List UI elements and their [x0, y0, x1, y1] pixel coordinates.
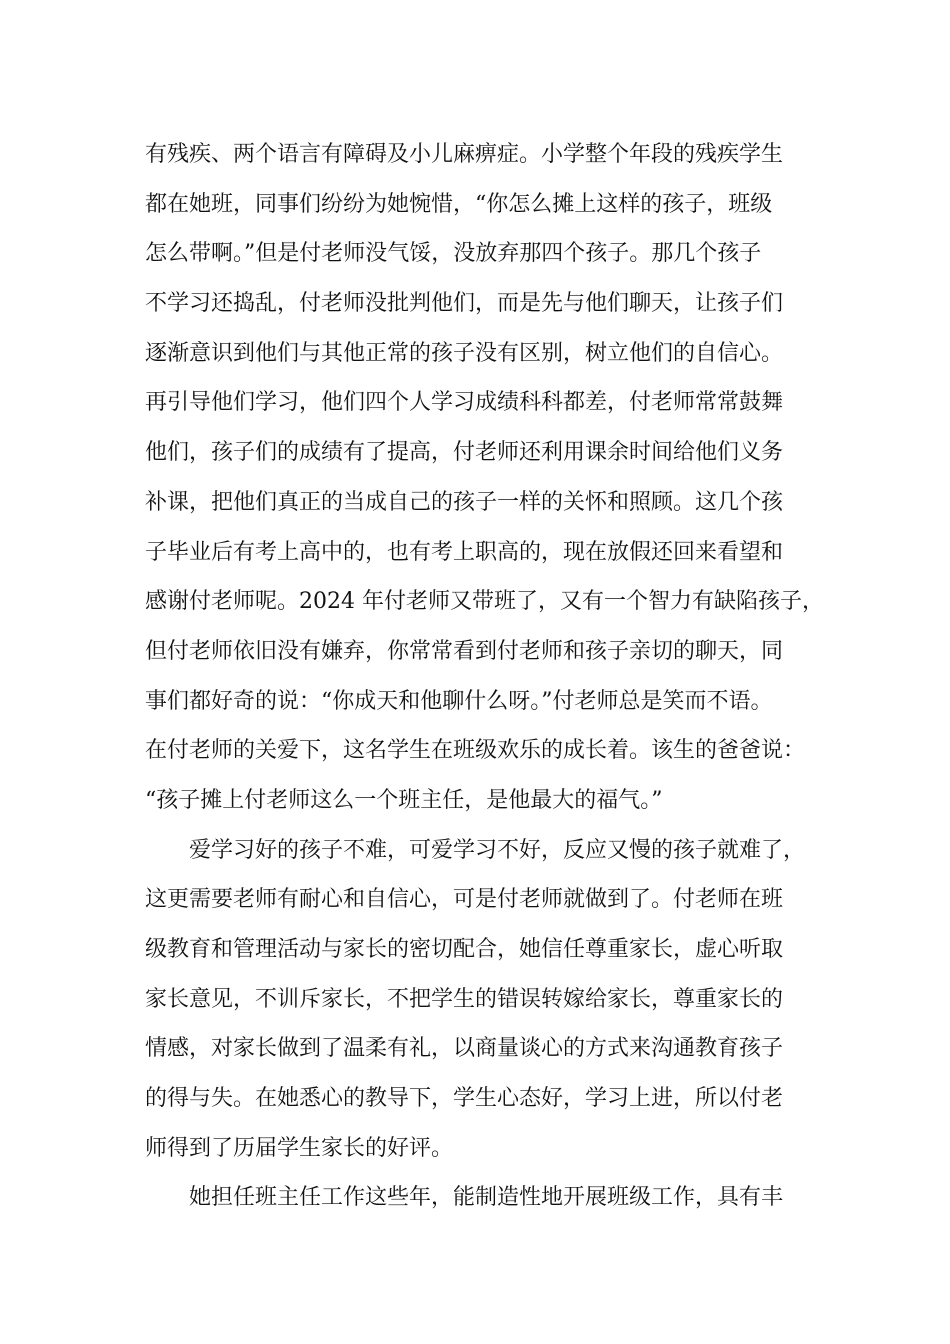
text-line: 补课，把他们真正的当成自己的孩子一样的关怀和照顾。这几个孩: [145, 489, 784, 515]
text-line: 家长意见，不训斥家长，不把学生的错误转嫁给家长，尊重家长的: [145, 986, 784, 1012]
body-text: [145, 130, 825, 1223]
text-line: 级教育和管理活动与家长的密切配合，她信任尊重家长，虚心听取: [145, 937, 784, 962]
text-line: 师得到了历届学生家长的好评。: [145, 1135, 454, 1161]
text-line: 子毕业后有考上高中的，也有考上职高的，现在放假还回来看望和: [145, 539, 784, 565]
text-line: 但付老师依旧没有嫌弃，你常常看到付老师和孩子亲切的聊天，同: [145, 638, 784, 664]
text-line: 在付老师的关爱下，这名学生在班级欢乐的成长着。该生的爸爸说：: [145, 738, 806, 764]
text-line: 这更需要老师有耐心和自信心，可是付老师就做到了。付老师在班: [145, 887, 784, 913]
paragraph-first-line: 爱学习好的孩子不难，可爱学习不好，反应又慢的孩子就难了，: [189, 837, 806, 863]
text-line: 怎么带啊。”但是付老师没气馁，没放弃那四个孩子。那几个孩子: [145, 241, 762, 267]
text-line: 逐渐意识到他们与其他正常的孩子没有区别，树立他们的自信心。: [145, 340, 784, 366]
paragraph-first-line: 她担任班主任工作这些年，能制造性地开展班级工作，具有丰: [189, 1185, 784, 1211]
text-line: 不学习还捣乱，付老师没批判他们，而是先与他们聊天，让孩子们: [145, 291, 784, 317]
text-line: “孩子摊上付老师这么一个班主任，是他最大的福气。”: [145, 787, 663, 813]
text-line: 事们都好奇的说：“你成天和他聊什么呀。”付老师总是笑而不语。: [145, 688, 773, 714]
text-line: 的得与失。在她悉心的教导下，学生心态好，学习上进，所以付老: [145, 1086, 784, 1112]
text-line: 情感，对家长做到了温柔有礼，以商量谈心的方式来沟通教育孩子: [145, 1036, 784, 1062]
text-line: 都在她班，同事们纷纷为她惋惜，“你怎么摊上这样的孩子，班级: [145, 191, 773, 217]
text-line: 他们，孩子们的成绩有了提高，付老师还利用课余时间给他们义务: [145, 440, 784, 466]
text-line: 感谢付老师呢。2024 年付老师又带班了，又有一个智力有缺陷孩子，: [145, 589, 824, 615]
text-line: 有残疾、两个语言有障碍及小儿麻痹症。小学整个年段的残疾学生: [145, 142, 784, 167]
text-line: 再引导他们学习，他们四个人学习成绩科科都差，付老师常常鼓舞: [145, 390, 784, 416]
